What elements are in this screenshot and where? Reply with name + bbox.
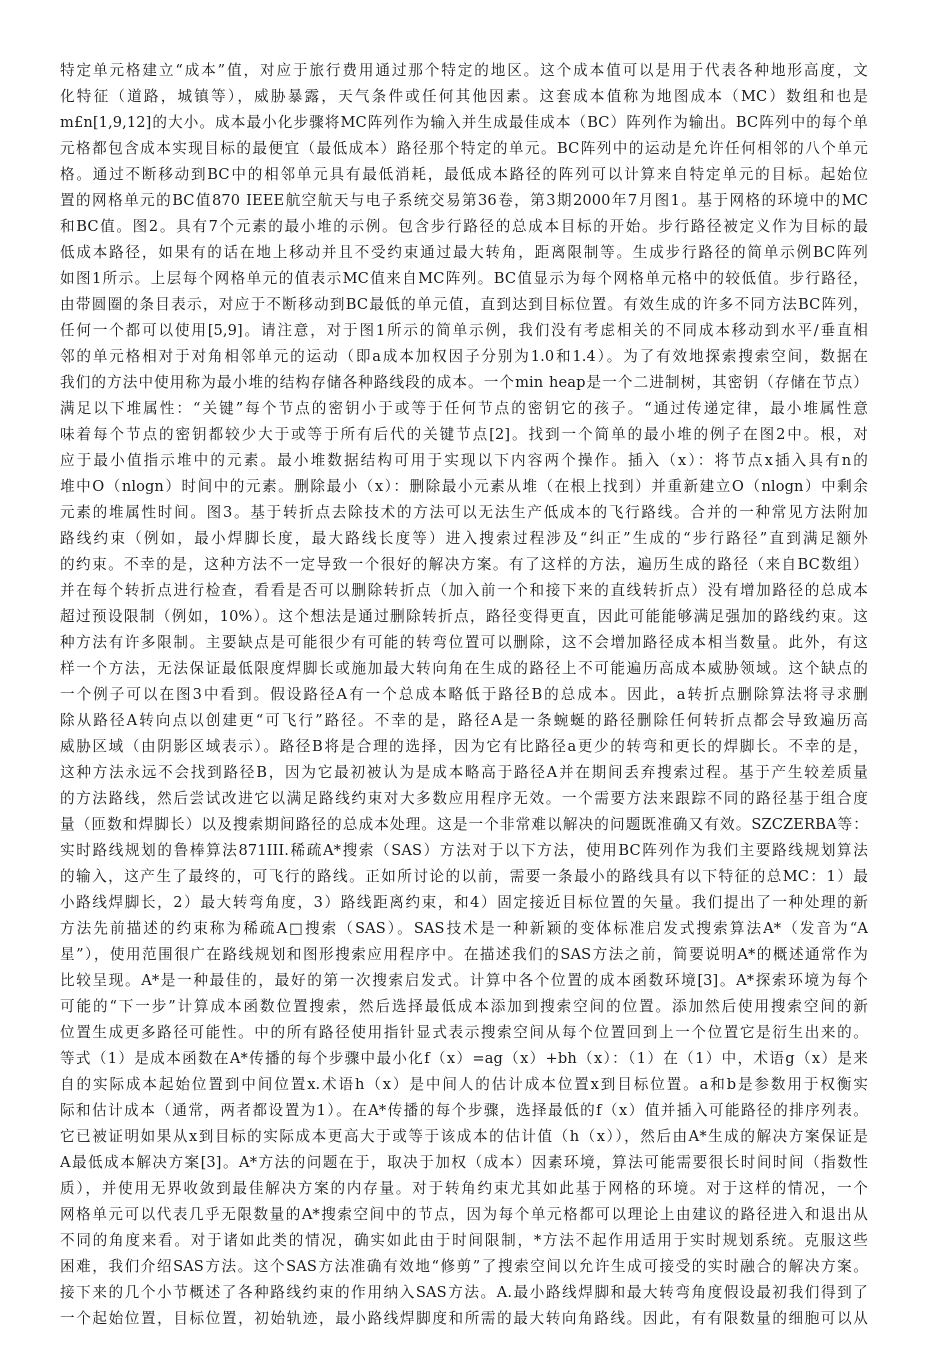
text-line-32: 的输入，这产生了最终的，可飞行的路线。正如所讨论的以前，需要一条最小的路线具有以下特征的总MC：1）最 [60, 868, 868, 885]
text-line-9: 如图1所示。上层每个网格单元的值表示MC值来自MC阵列。BC值显示为每个网格单元格中的较低值。步行路径， [60, 270, 868, 287]
text-line-5: 格。通过不断移动到BC中的相邻单元具有最低消耗，最低成本路径的阵列可以计算来自特定单元的目标。起始位 [60, 166, 868, 183]
document-body [60, 58, 868, 1358]
text-line-20: 的约束。不幸的是，这种方法不一定导致一个很好的解决方案。有了这样的方法，遍历生成的路径（来自BC数组） [60, 556, 868, 573]
text-line-35: 星”），使用范围很广在路线规划和图形搜索应用程序中。在描述我们的SAS方法之前，简要说明A*的概述通常作为 [60, 946, 868, 963]
text-line-39: 等式（1）是成本函数在A*传播的每个步骤中最小化f（x）=ag（x）+bh（x）：（1）在（1）中，术语g（x）是来 [60, 1050, 868, 1067]
text-line-8: 低成本路径，如果有的话在地上移动并且不受约束通过最大转角，距离限制等。生成步行路径的简单示例BC阵列 [60, 244, 868, 261]
text-line-16: 应于最小值指示堆中的元素。最小堆数据结构可用于实现以下内容两个操作。插入（x）：将节点x插入具有n的 [60, 452, 868, 469]
text-line-30: 量（匝数和焊脚长）以及搜索期间路径的总成本处理。这是一个非常难以解决的问题既准确又有效。SZCZERBA等： [60, 816, 868, 833]
text-line-22: 超过预设限制（例如，10%）。这个想法是通过删除转折点，路径变得更直，因此可能能够满足强加的路线约束。这 [60, 608, 868, 625]
text-line-26: 除从路径A转向点以创建更“可飞行”路径。不幸的是，路径A是一条蜿蜒的路径删除任何转折点都会导致遍历高 [60, 712, 868, 729]
text-line-49: 一个起始位置，目标位置，初始轨迹，最小路线焊脚度和所需的最大转向角路线。因此，有有限数量的细胞可以从 [60, 1310, 868, 1327]
text-line-11: 任何一个都可以使用[5,9]。请注意，对于图1所示的简单示例，我们没有考虑相关的不同成本移动到水平/垂直相 [60, 322, 868, 339]
text-line-41: 际和估计成本（通常，两者都设置为1）。在A*传播的每个步骤，选择最低的f（x）值并插入可能路径的排序列表。 [60, 1102, 868, 1119]
text-line-47: 困难，我们介绍SAS方法。这个SAS方法准确有效地“修剪”了搜索空间以允许生成可接受的实时融合的解决方案。 [60, 1258, 868, 1275]
text-line-21: 并在每个转折点进行检查，看看是否可以删除转折点（加入前一个和接下来的直线转折点）没有增加路径的总成本 [60, 582, 868, 599]
text-line-36: 比较呈现。A*是一种最佳的，最好的第一次搜索启发式。计算中各个位置的成本函数环境[3]。A*探索环境为每个 [60, 972, 868, 989]
text-line-23: 种方法有许多限制。主要缺点是可能很少有可能的转弯位置可以删除，这不会增加路径成本相当数量。此外，有这 [60, 634, 868, 651]
text-line-42: 它已被证明如果从x到目标的实际成本更高大于或等于该成本的估计值（h（x）），然后由A*生成的解决方案保证是 [60, 1128, 868, 1145]
text-line-17: 堆中O（nlogn）时间中的元素。删除最小（x）：删除最小元素从堆（在根上找到）并重新建立O（nlogn）中剩余 [60, 478, 868, 495]
text-line-43: A最低成本解决方案[3]。A*方法的问题在于，取决于加权（成本）因素环境，算法可能需要很长时间时间（指数性 [60, 1154, 868, 1171]
text-line-1: 特定单元格建立“成本”值，对应于旅行费用通过那个特定的地区。这个成本值可以是用于代表各种地形高度，文 [60, 62, 868, 79]
text-line-50 [60, 1332, 868, 1358]
text-line-12: 邻的单元格相对于对角相邻单元的运动（即a成本加权因子分别为1.0和1.4）。为了有效地探索搜索空间，数据在 [60, 348, 868, 365]
text-line-7: 和BC值。图2。具有7个元素的最小堆的示例。包含步行路径的总成本目标的开始。步行路径被定义作为目标的最 [60, 218, 868, 235]
text-line-44: 质），并使用无界收敛到最佳解决方案的内存量。对于转角约束尤其如此基于网格的环境。对于这样的情况，一个 [60, 1180, 868, 1197]
text-line-3: m£n[1,9,12]的大小。成本最小化步骤将MC阵列作为输入并生成最佳成本（BC）阵列作为输出。BC阵列中的每个单 [60, 114, 868, 131]
text-line-40: 自的实际成本起始位置到中间位置x.术语h（x）是中间人的估计成本位置x到目标位置。a和b是参数用于权衡实 [60, 1076, 868, 1093]
text-line-14: 满足以下堆属性：“关键”每个节点的密钥小于或等于任何节点的密钥它的孩子。“通过传递定律，最小堆属性意 [60, 400, 868, 417]
text-line-24: 样一个方法，无法保证最低限度焊脚长或施加最大转向角在生成的路径上不可能遍历高成本威胁领域。这个缺点的 [60, 660, 868, 677]
text-line-18: 元素的堆属性时间。图3。基于转折点去除技术的方法可以无法生产低成本的飞行路线。合并的一种常见方法附加 [60, 504, 868, 521]
text-line-15: 味着每个节点的密钥都较少大于或等于所有后代的关键节点[2]。找到一个简单的最小堆的例子在图2中。根，对 [60, 426, 868, 443]
text-line-2: 化特征（道路，城镇等），威胁暴露，天气条件或任何其他因素。这套成本值称为地图成本（MC）数组和也是 [60, 88, 868, 105]
text-line-27: 威胁区域（由阴影区域表示）。路径B将是合理的选择，因为它有比路径a更少的转弯和更长的焊脚长。不幸的是， [60, 738, 868, 755]
text-line-10: 由带圆圈的条目表示，对应于不断移动到BC最低的单元值，直到达到目标位置。有效生成的许多不同方法BC阵列， [60, 296, 868, 313]
text-line-38: 位置生成更多路径可能性。中的所有路径使用指针显式表示搜索空间从每个位置回到上一个位置它是衍生出来的。 [60, 1024, 868, 1041]
text-line-25: 一个例子可以在图3中看到。假设路径A有一个总成本略低于路径B的总成本。因此，a转折点删除算法将寻求删 [60, 686, 868, 703]
text-line-31: 实时路线规划的鲁棒算法871III.稀疏A*搜索（SAS）方法对于以下方法，使用BC阵列作为我们主要路线规划算法 [60, 842, 868, 859]
text-line-37: 可能的“下一步”计算成本函数位置搜索，然后选择最低成本添加到搜索空间的位置。添加然后使用搜索空间的新 [60, 998, 868, 1015]
text-line-33: 小路线焊脚长，2）最大转弯角度，3）路线距离约束，和4）固定接近目标位置的矢量。我们提出了一种处理的新 [60, 894, 868, 911]
text-line-34: 方法先前描述的约束称为稀疏A□搜索（SAS）。SAS技术是一种新颖的变体标准启发式搜索算法A*（发音为“A [60, 920, 868, 937]
text-line-28: 这种方法永远不会找到路径B，因为它最初被认为是成本略高于路径A并在期间丢弃搜索过程。基于产生较差质量 [60, 764, 868, 781]
text-line-6: 置的网格单元的BC值870 IEEE航空航天与电子系统交易第36卷，第3期2000年7月图1。基于网格的环境中的MC [60, 192, 868, 209]
text-line-48: 接下来的几个小节概述了各种路线约束的作用纳入SAS方法。A.最小路线焊脚和最大转弯角度假设最初我们得到了 [60, 1284, 868, 1301]
text-line-45: 网格单元可以代表几乎无限数量的A*搜索空间中的节点，因为每个单元格都可以理论上由建议的路径进入和退出从 [60, 1206, 868, 1223]
text-line-13: 我们的方法中使用称为最小堆的结构存储各种路线段的成本。一个min heap是一个二进制树，其密钥（存储在节点） [60, 374, 868, 391]
text-line-29: 的方法路线，然后尝试改进它以满足路线约束对大多数应用程序无效。一个需要方法来跟踪不同的路径基于组合度 [60, 790, 868, 807]
text-line-46: 不同的角度来看。对于诸如此类的情况，确实如此由于时间限制，*方法不起作用适用于实时规划系统。克服这些 [60, 1232, 868, 1249]
text-line-4: 元格都包含成本实现目标的最便宜（最低成本）路径那个特定的单元。BC阵列中的运动是允许任何相邻的八个单元 [60, 140, 868, 157]
text-line-19: 路线约束（例如，最小焊脚长度，最大路线长度等）进入搜索过程涉及“纠正”生成的“步行路径”直到满足额外 [60, 530, 868, 547]
